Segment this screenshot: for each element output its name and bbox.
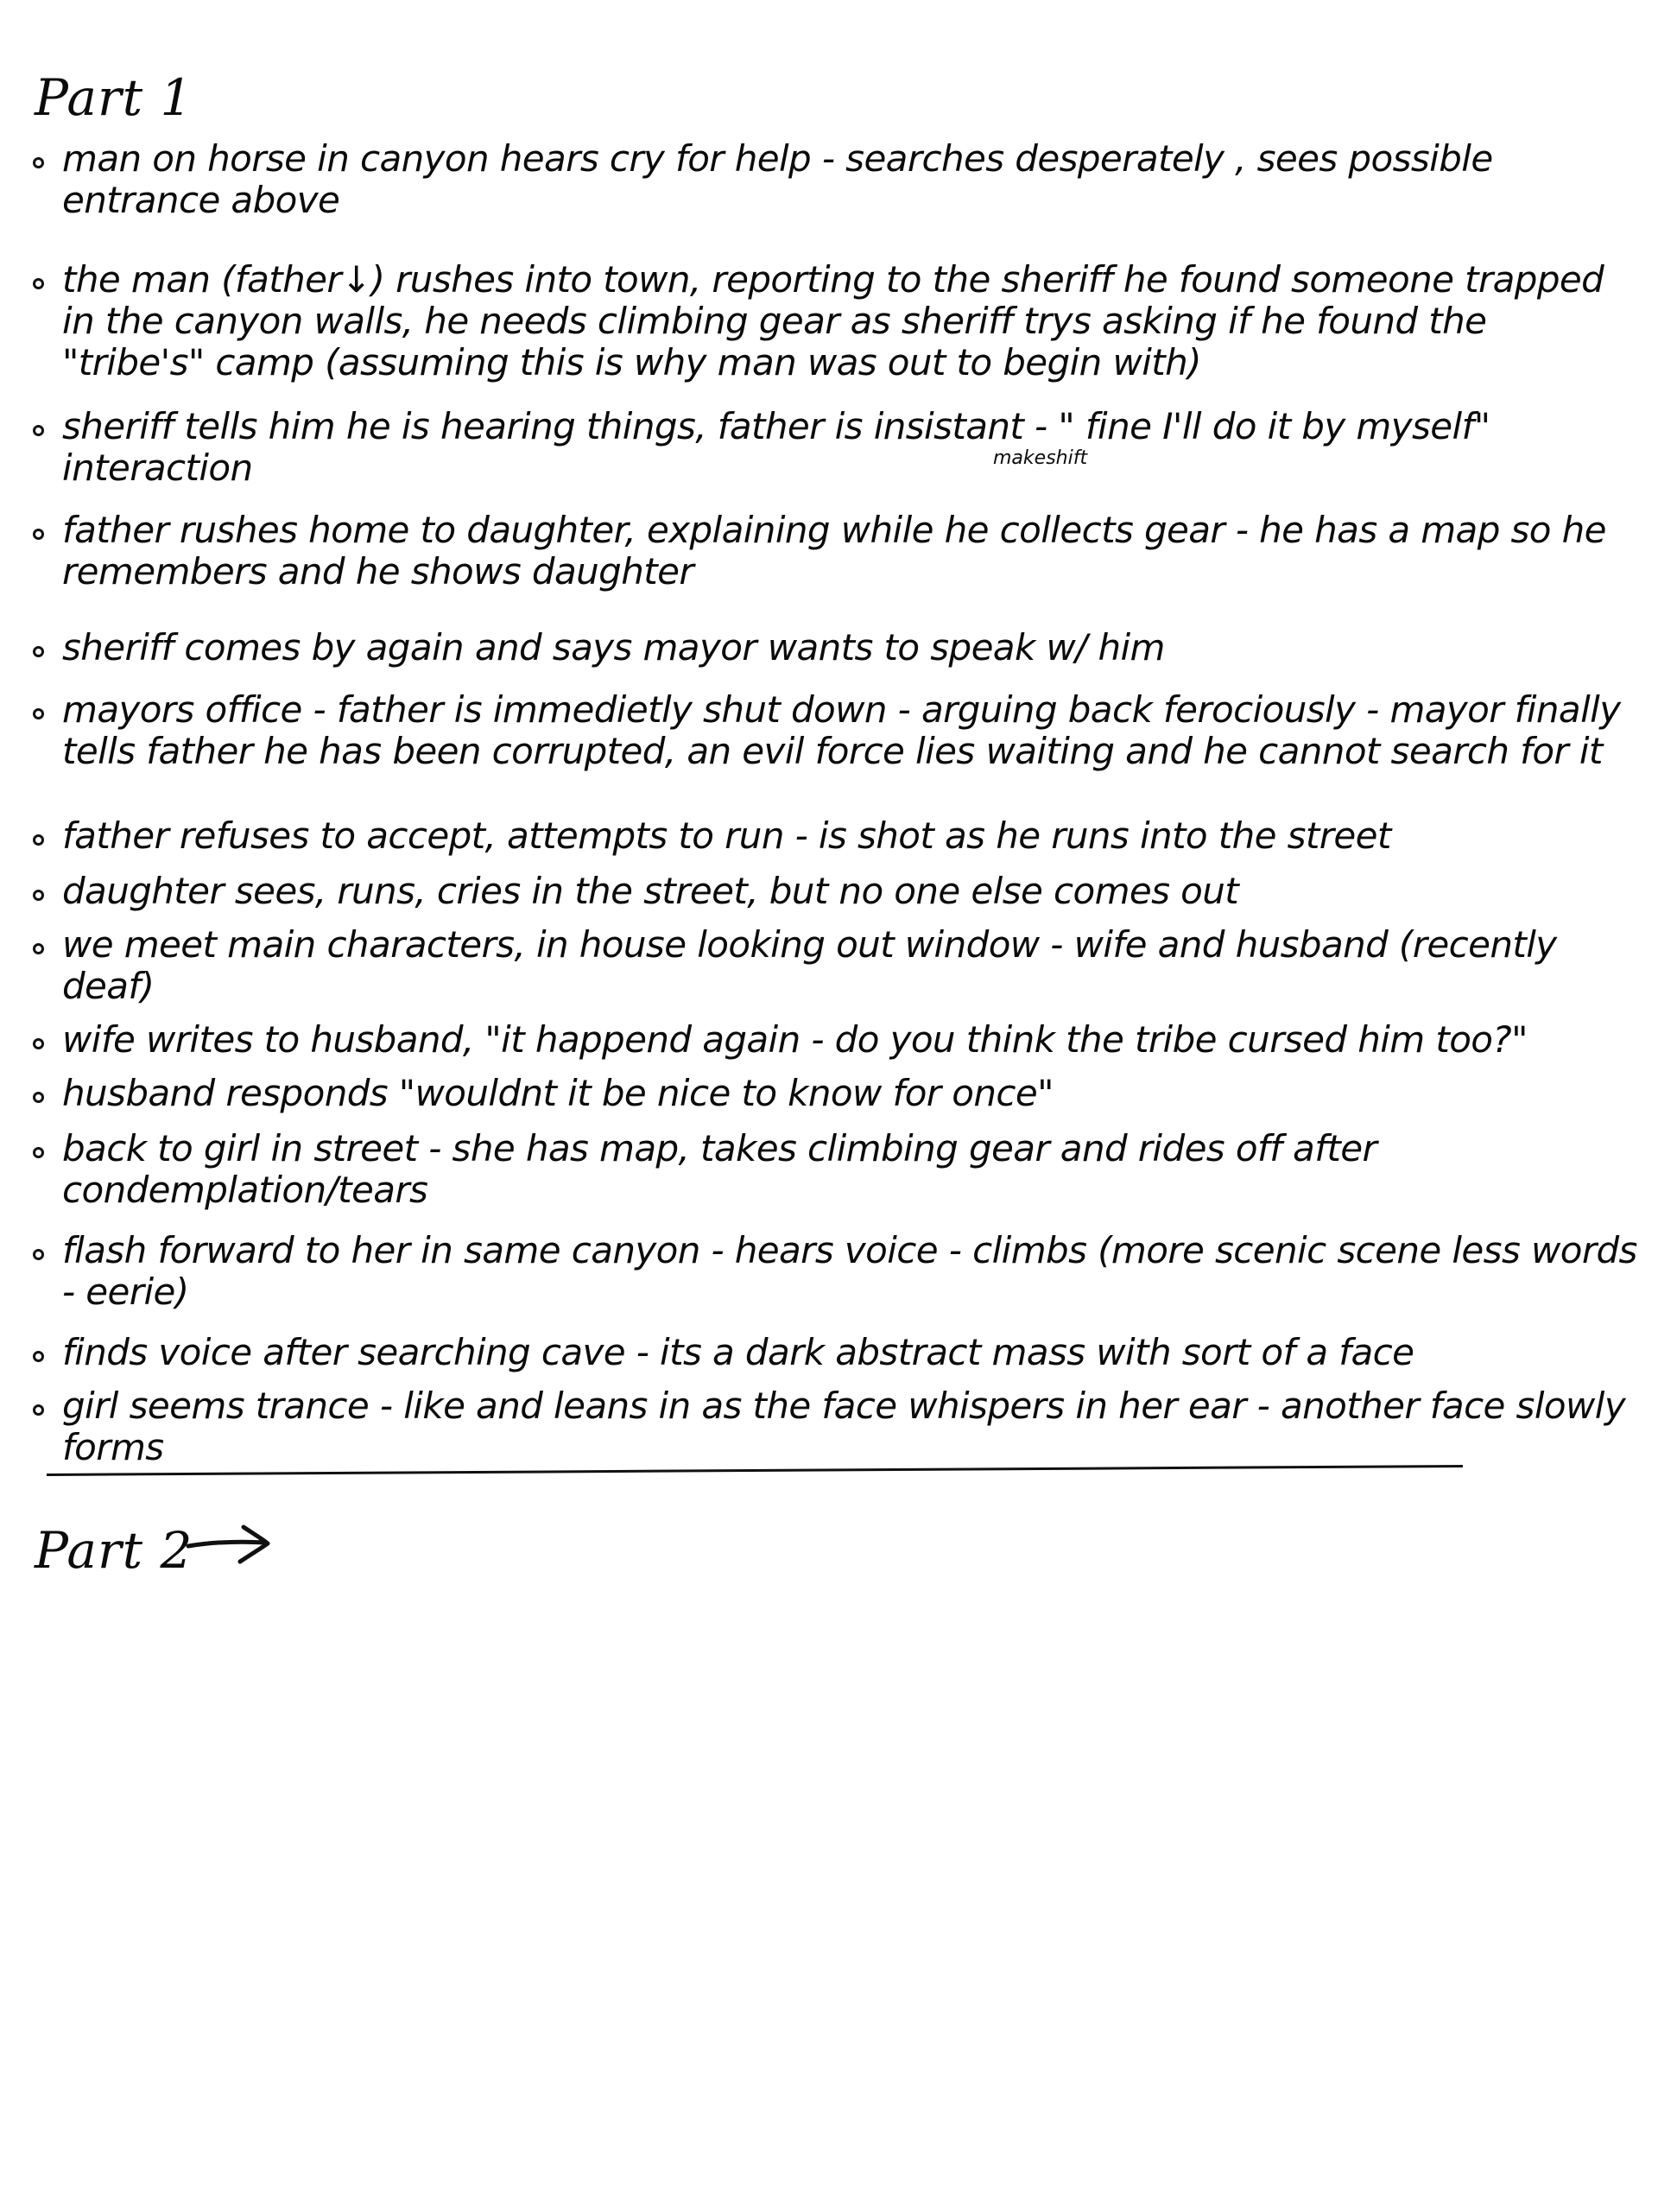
list-item: [33, 406, 1639, 489]
bullet-icon: [33, 1147, 44, 1158]
list-item: [33, 1073, 1639, 1114]
note-text: father refuses to accept, attempts to run - is shot as he runs into the street: [62, 814, 1391, 857]
insertion-note: makeshift: [993, 447, 1088, 469]
bullet-icon: [33, 1092, 44, 1103]
bullet-icon: [33, 943, 44, 954]
note-text: girl seems trance - like and leans in as the face whispers in her ear - another face slowly forms: [62, 1385, 1626, 1468]
note-text: daughter sees, runs, cries in the street, but no one else comes out: [62, 870, 1239, 912]
note-text: flash forward to her in same canyon - hears voice - climbs (more scenic scene less words - eerie): [62, 1229, 1637, 1313]
note-text: man on horse in canyon hears cry for help - searches desperately , sees possible entrance above: [62, 137, 1493, 221]
notes-list: [33, 138, 1639, 1468]
note-text: back to girl in street - she has map, takes climbing gear and rides off after condemplation/tears: [62, 1127, 1377, 1211]
bullet-icon: [33, 890, 44, 901]
bullet-icon: [33, 834, 44, 846]
list-item: [33, 259, 1639, 383]
note-text: father rushes home to daughter, explaining while he collects gear - he has a map so he remembers and he shows daughter: [62, 509, 1606, 593]
list-item: [33, 510, 1639, 593]
list-item: [33, 815, 1639, 857]
part-1-heading: Part 1: [35, 68, 193, 127]
note-text: we meet main characters, in house looking out window - wife and husband (recently deaf): [62, 923, 1557, 1007]
list-item: [33, 138, 1639, 221]
note-text: husband responds "wouldnt it be nice to know for once": [62, 1072, 1054, 1114]
list-item: [33, 1385, 1639, 1468]
note-text: sheriff tells him he is hearing things, father is insistant - " fine I'll do it by myself" interaction: [62, 405, 1490, 489]
bullet-icon: [33, 1404, 44, 1416]
part-2-heading: Part 2: [35, 1521, 193, 1580]
bullet-icon: [33, 529, 44, 540]
arrow-right-icon: [183, 1517, 278, 1569]
note-text: mayors office - father is immedietly shut down - arguing back ferociously - mayor finally tells father he has been corrupted, an evil force lies waiting and he cannot search for it: [62, 688, 1621, 772]
bullet-icon: [33, 425, 44, 436]
bullet-icon: [33, 157, 44, 168]
list-item: [33, 1332, 1639, 1373]
bullet-icon: [33, 646, 44, 657]
bullet-icon: [33, 1351, 44, 1362]
bullet-icon: [33, 708, 44, 719]
note-text: sheriff comes by again and says mayor wants to speak w/ him: [62, 626, 1165, 669]
bullet-icon: [33, 1038, 44, 1049]
bullet-icon: [33, 1249, 44, 1260]
bullet-icon: [33, 278, 44, 289]
list-item: [33, 689, 1639, 772]
list-item: [33, 1128, 1639, 1211]
list-item: [33, 1019, 1639, 1061]
note-text: finds voice after searching cave - its a dark abstract mass with sort of a face: [62, 1331, 1414, 1373]
note-text: the man (father↓) rushes into town, reporting to the sheriff he found someone trapped in the canyon walls, he needs climbing gear as sheriff trys asking if he found the "tribe's" camp (assuming this is why man was out to begin with): [62, 258, 1604, 383]
note-text: wife writes to husband, "it happend again - do you think the tribe cursed him too?": [62, 1018, 1528, 1061]
list-item: [33, 1230, 1639, 1313]
list-item: [33, 924, 1639, 1007]
list-item: [33, 871, 1639, 912]
list-item: [33, 627, 1639, 669]
